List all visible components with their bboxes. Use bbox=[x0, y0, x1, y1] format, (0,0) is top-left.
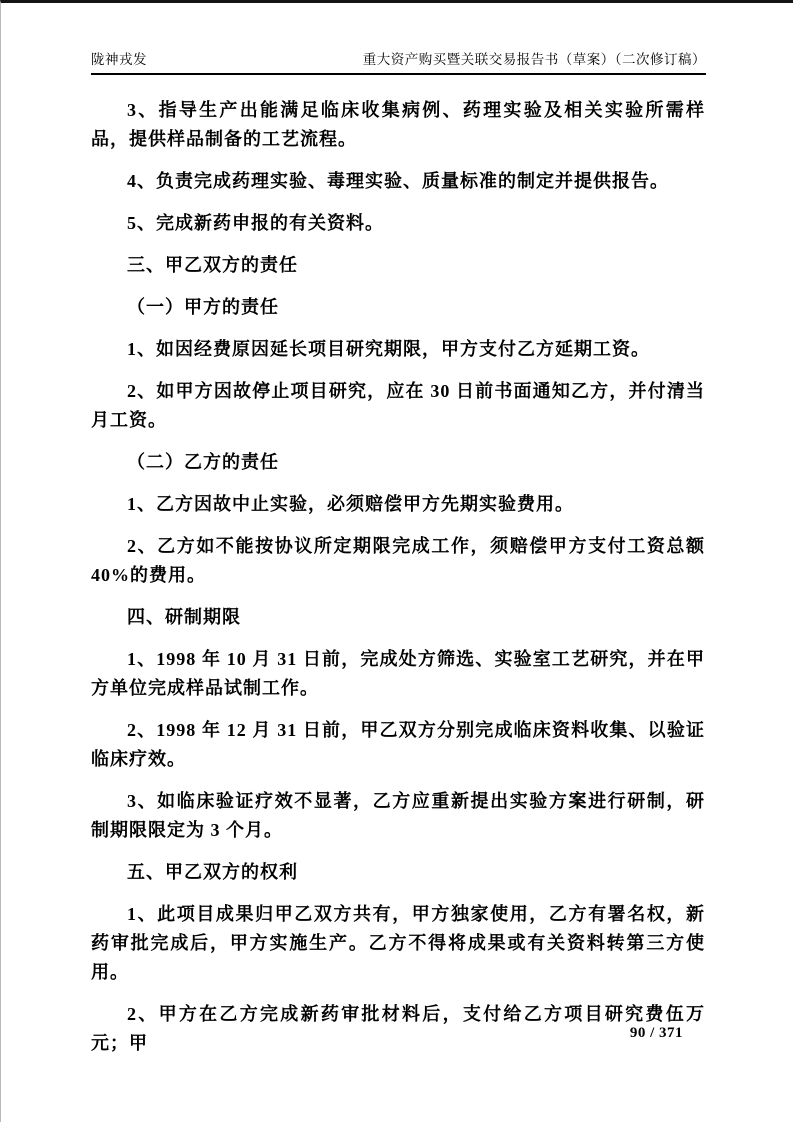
header-doc-full-title: 重大资产购买暨关联交易报告书（草案）（二次修订稿） bbox=[362, 52, 706, 67]
section-heading: 三、甲乙双方的责任 bbox=[127, 255, 298, 275]
paragraph: 1、1998 年 10 月 31 日前，完成处方筛选、实验室工艺研究，并在甲方单位完成样品试制工作。 bbox=[91, 649, 705, 698]
paragraph: 2、1998 年 12 月 31 日前，甲乙双方分别完成临床资料收集、以验证临床疗效。 bbox=[91, 720, 705, 769]
header-doc-short-title: 陇神戎发 bbox=[91, 52, 147, 67]
section-heading: 四、研制期限 bbox=[127, 607, 241, 627]
section-heading: （一）甲方的责任 bbox=[127, 297, 279, 317]
paragraph: 3、如临床验证疗效不显著，乙方应重新提出实验方案进行研制，研制期限限定为 3 个月。 bbox=[91, 791, 705, 840]
paragraph: 1、此项目成果归甲乙双方共有，甲方独家使用，乙方有署名权，新药审批完成后，甲方实施生产。乙方不得将成果或有关资料转第三方使用。 bbox=[91, 904, 705, 982]
page-header bbox=[91, 48, 706, 75]
page-number: 90 / 371 bbox=[629, 1025, 683, 1041]
document-body bbox=[91, 75, 705, 1058]
paragraph: 2、甲方在乙方完成新药审批材料后，支付给乙方项目研究费伍万元；甲 bbox=[91, 1004, 705, 1053]
paragraph: 5、完成新药申报的有关资料。 bbox=[127, 213, 384, 233]
paragraph: 2、乙方如不能按协议所定期限完成工作，须赔偿甲方支付工资总额 40%的费用。 bbox=[91, 536, 705, 585]
paragraph: 3、指导生产出能满足临床收集病例、药理实验及相关实验所需样品，提供样品制备的工艺流程。 bbox=[91, 100, 705, 149]
paragraph: 2、如甲方因故停止项目研究，应在 30 日前书面通知乙方，并付清当月工资。 bbox=[91, 381, 705, 430]
paragraph: 1、如因经费原因延长项目研究期限，甲方支付乙方延期工资。 bbox=[127, 339, 650, 359]
paragraph: 4、负责完成药理实验、毒理实验、质量标准的制定并提供报告。 bbox=[127, 171, 669, 191]
section-heading: （二）乙方的责任 bbox=[127, 452, 279, 472]
paragraph: 1、乙方因故中止实验，必须赔偿甲方先期实验费用。 bbox=[127, 494, 574, 514]
section-heading: 五、甲乙双方的权利 bbox=[127, 862, 298, 882]
